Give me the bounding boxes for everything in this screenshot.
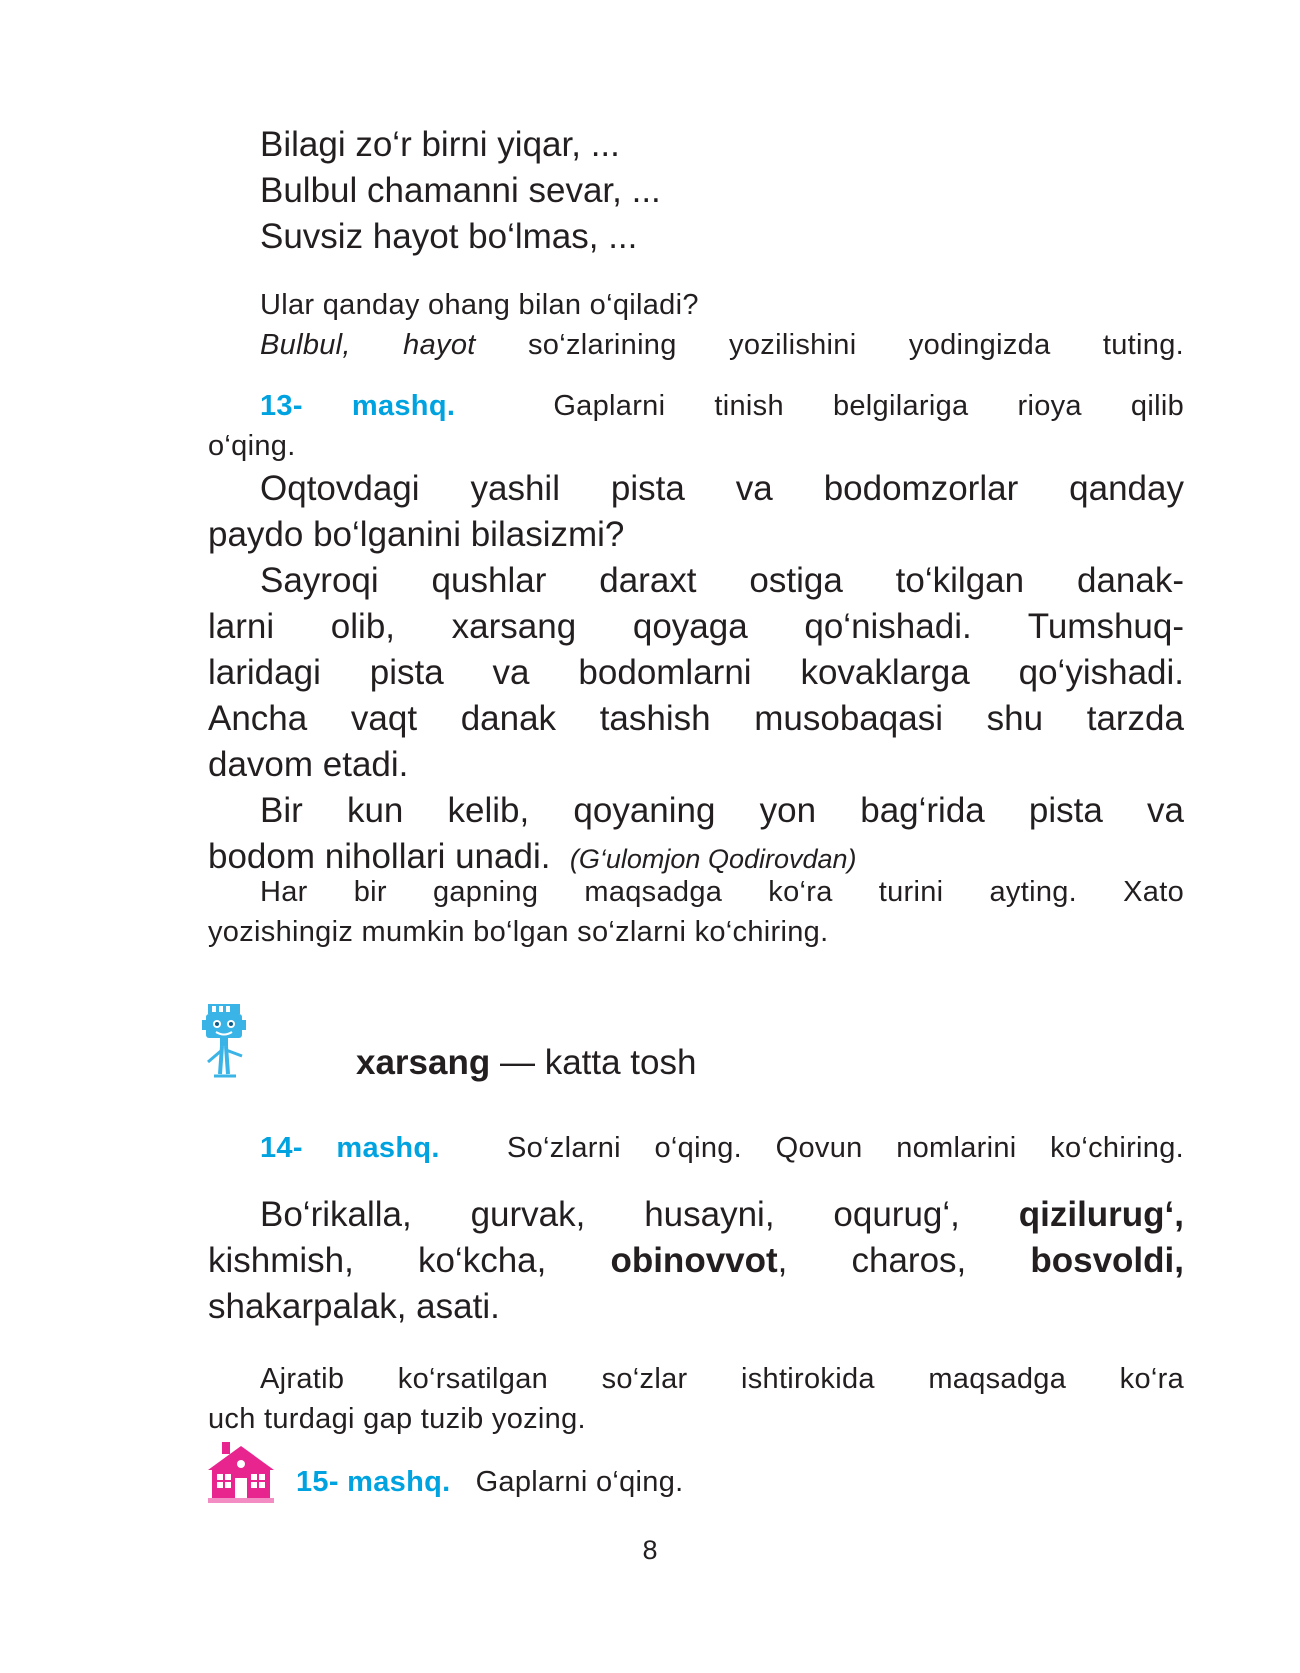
poem-line: Bilagi zo‘r birni yiqar, ... bbox=[260, 125, 620, 164]
instruction-text: So‘zlarni o‘qing. Qovun nomlarini ko‘chiring. bbox=[506, 1132, 1185, 1164]
source-attribution: (G‘ulomjon Qodirovdan) bbox=[569, 844, 857, 874]
poem-questions bbox=[208, 285, 1184, 365]
poem-line: Suvsiz hayot bo‘lmas, ... bbox=[260, 217, 638, 256]
note-text: so‘zlarining yozilishini yodingizda tuting. bbox=[475, 329, 1184, 361]
exercise-14-line bbox=[208, 1128, 1184, 1168]
exercise-13-line bbox=[208, 386, 1184, 426]
words-line: shakarpalak, asati. bbox=[208, 1287, 500, 1326]
exercise-15-label: 15- mashq. bbox=[296, 1466, 451, 1498]
text-line: laridagi pista va bodomlarni kovaklarga qo‘yishadi. bbox=[208, 653, 1184, 692]
exercise-14-label: 14- mashq. bbox=[260, 1132, 440, 1164]
exercise-14-task bbox=[208, 1359, 1184, 1439]
task-line: Ajratib ko‘rsatilgan so‘zlar ishtirokida maqsadga ko‘ra bbox=[260, 1363, 1184, 1395]
text-line: davom etadi. bbox=[208, 745, 409, 784]
homework-house-icon bbox=[206, 1440, 276, 1504]
bold-word: obinovvot bbox=[610, 1241, 778, 1280]
note-words: Bulbul, hayot bbox=[260, 329, 476, 361]
exercise-13-text bbox=[208, 466, 1184, 882]
poem-line: Bulbul chamanni sevar, ... bbox=[260, 171, 661, 210]
task-line: uch turdagi gap tuzib yozing. bbox=[208, 1403, 586, 1435]
words-plain: , charos, bbox=[777, 1241, 967, 1280]
text-line: larni olib, xarsang qoyaga qo‘nishadi. Tumshuq- bbox=[208, 607, 1184, 646]
exercise-13-instruction bbox=[208, 386, 1184, 466]
exercise-14-words bbox=[208, 1192, 1184, 1330]
page-number: 8 bbox=[642, 1535, 658, 1565]
words-plain: kishmish, ko‘kcha, bbox=[208, 1241, 547, 1280]
task-line: Har bir gapning maqsadga ko‘ra turini ayting. Xato bbox=[260, 876, 1184, 908]
glossary-entry bbox=[356, 1040, 696, 1086]
exercise-14-instruction bbox=[208, 1128, 1184, 1168]
bold-word: bosvoldi, bbox=[1030, 1241, 1184, 1280]
text-line: Bir kun kelib, qoyaning yon bag‘rida pista va bbox=[260, 791, 1184, 830]
spelling-note bbox=[208, 325, 1184, 365]
text-line: Ancha vaqt danak tashish musobaqasi shu tarzda bbox=[208, 699, 1184, 738]
instruction-text: Gaplarni tinish belgilariga rioya qilib bbox=[553, 390, 1185, 422]
text-line: Oqtovdagi yashil pista va bodomzorlar qanday bbox=[260, 469, 1184, 508]
exercise-13-task bbox=[208, 872, 1184, 952]
glossary-term: xarsang bbox=[356, 1043, 491, 1082]
exercise-13-label: 13- mashq. bbox=[260, 390, 456, 422]
text-line-content: bodom nihollari unadi. bbox=[208, 837, 551, 876]
instruction-text: o‘qing. bbox=[208, 430, 296, 462]
text-line: paydo bo‘lganini bilasizmi? bbox=[208, 515, 625, 554]
words-line bbox=[208, 1238, 1184, 1284]
robot-mascot-icon bbox=[200, 1000, 250, 1080]
question: Ular qanday ohang bilan o‘qiladi? bbox=[260, 289, 699, 321]
exercise-15-instruction bbox=[296, 1462, 684, 1502]
text-line: Sayroqi qushlar daraxt ostiga to‘kilgan danak- bbox=[260, 561, 1184, 600]
instruction-text: Gaplarni o‘qing. bbox=[475, 1466, 684, 1498]
poem bbox=[208, 122, 1184, 260]
words-line bbox=[208, 1192, 1184, 1238]
glossary-definition: — katta tosh bbox=[490, 1043, 697, 1082]
bold-word: qizilurug‘, bbox=[1018, 1195, 1185, 1234]
task-line: yozishingiz mumkin bo‘lgan so‘zlarni ko‘chiring. bbox=[208, 916, 829, 948]
words-plain: Bo‘rikalla, gurvak, husayni, oqurug‘, bbox=[260, 1195, 960, 1234]
